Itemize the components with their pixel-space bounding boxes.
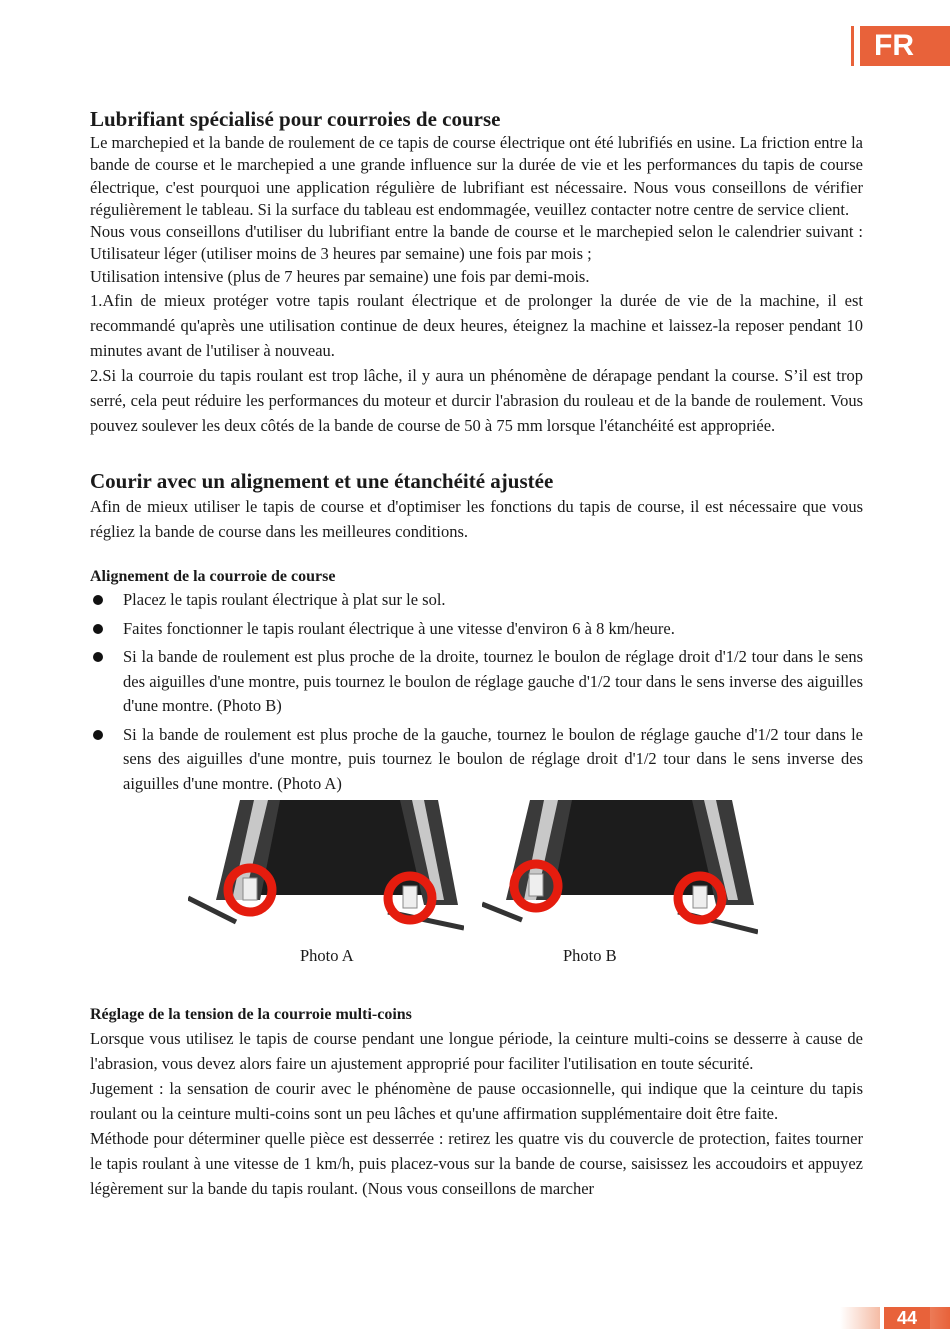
paragraph: 1.Afin de mieux protéger votre tapis roulant électrique et de prolonger la durée de vie de la machine, il est recommandé qu'après une utilisation continue de deux heures, éteignez la machine et laissez-la reposer pendant 10 minutes avant de l'utiliser à nouveau. bbox=[90, 291, 863, 361]
page-content bbox=[90, 106, 863, 1201]
photo-captions bbox=[90, 946, 863, 1004]
photos bbox=[90, 800, 863, 980]
paragraph: Nous vous conseillons d'utiliser du lubrifiant entre la bande de course et le marchepied selon le calendrier suivant : Utilisateur léger (utiliser moins de 3 heures par semaine) une fois par mois ; bbox=[90, 222, 863, 264]
treadmill-photo-b bbox=[482, 800, 758, 940]
list-item: Si la bande de roulement est plus proche de la droite, tournez le boulon de réglage droit d'1/2 tour dans le sens des aiguilles d'une montre, puis tournez le boulon de réglage gauche d'1/2 tour dans le sens inverse des aiguilles d'une montre. (Photo B) bbox=[90, 645, 863, 719]
page-number: 44 bbox=[880, 1307, 930, 1329]
paragraph: Lorsque vous utilisez le tapis de course pendant une longue période, la ceinture multi-coins se desserre à cause de l'abrasion, vous devez alors faire un ajustement approprié pour faciliter l'utilisation en toute sécurité. bbox=[90, 1029, 863, 1074]
subsection-title-alignment: Alignement de la courroie de course bbox=[90, 568, 336, 586]
caption-photo-b: Photo B bbox=[563, 946, 617, 966]
language-tab: FR bbox=[854, 26, 950, 66]
paragraph: Le marchepied et la bande de roulement de ce tapis de course électrique ont été lubrifiés en usine. La friction entre la bande de course et le marchepied a une grande influence sur la durée de vie et les performances du tapis de course électrique, c'est pourquoi une application régulière de lubrifiant est nécessaire. Nous vous conseillons de vérifier régulièrement le tableau. Si la surface du tableau est endommagée, veuillez contacter notre centre de service client. bbox=[90, 133, 863, 219]
list-item: Faites fonctionner le tapis roulant électrique à une vitesse d'environ 6 à 8 km/heure. bbox=[90, 617, 863, 642]
paragraph: Afin de mieux utiliser le tapis de course et d'optimiser les fonctions du tapis de course, il est nécessaire que vous régliez la bande de course dans les meilleures conditions. bbox=[90, 497, 863, 542]
paragraph: Utilisation intensive (plus de 7 heures par semaine) une fois par demi-mois. bbox=[90, 266, 590, 286]
caption-photo-a: Photo A bbox=[300, 946, 354, 966]
bullet-icon bbox=[93, 730, 103, 740]
treadmill-photo-a bbox=[188, 800, 464, 940]
paragraph: Méthode pour déterminer quelle pièce est desserrée : retirez les quatre vis du couvercle de protection, faites tourner le tapis roulant à une vitesse de 1 km/h, puis placez-vous sur la bande de course, saisissez les accoudoirs et appuyez légèrement sur la bande du tapis roulant. (Nous vous conseillons de marcher bbox=[90, 1129, 863, 1199]
section-title-alignment: Courir avec un alignement et une étanchéité ajustée bbox=[90, 469, 554, 494]
instruction-list bbox=[90, 588, 863, 796]
bullet-icon bbox=[93, 624, 103, 634]
list-item: Placez le tapis roulant électrique à plat sur le sol. bbox=[90, 588, 863, 613]
list-item: Si la bande de roulement est plus proche de la gauche, tournez le boulon de réglage gauche d'1/2 tour dans le sens des aiguilles d'une montre, puis tournez le boulon de réglage droit d'1/2 tour dans le sens inverse des aiguilles d'une montre. (Photo A) bbox=[90, 723, 863, 797]
paragraph: 2.Si la courroie du tapis roulant est trop lâche, il y aura un phénomène de dérapage pendant la course. S’il est trop serré, cela peut réduire les performances du moteur et durcir l'abrasion du rouleau et de la bande de roulement. Vous pouvez soulever les deux côtés de la bande de course de 50 à 75 mm lorsque l'étanchéité est appropriée. bbox=[90, 366, 863, 436]
paragraph: Jugement : la sensation de courir avec le phénomène de pause occasionnelle, qui indique que la ceinture du tapis roulant ou la ceinture multi-coins sont un peu lâches et qu'une affirmation supplémentaire doit être faite. bbox=[90, 1079, 863, 1124]
bullet-icon bbox=[93, 652, 103, 662]
page-number-badge bbox=[840, 1307, 950, 1329]
bullet-icon bbox=[93, 595, 103, 605]
subsection-title-tension: Réglage de la tension de la courroie multi-coins bbox=[90, 1006, 412, 1024]
section-title-lubricant: Lubrifiant spécialisé pour courroies de course bbox=[90, 107, 501, 131]
